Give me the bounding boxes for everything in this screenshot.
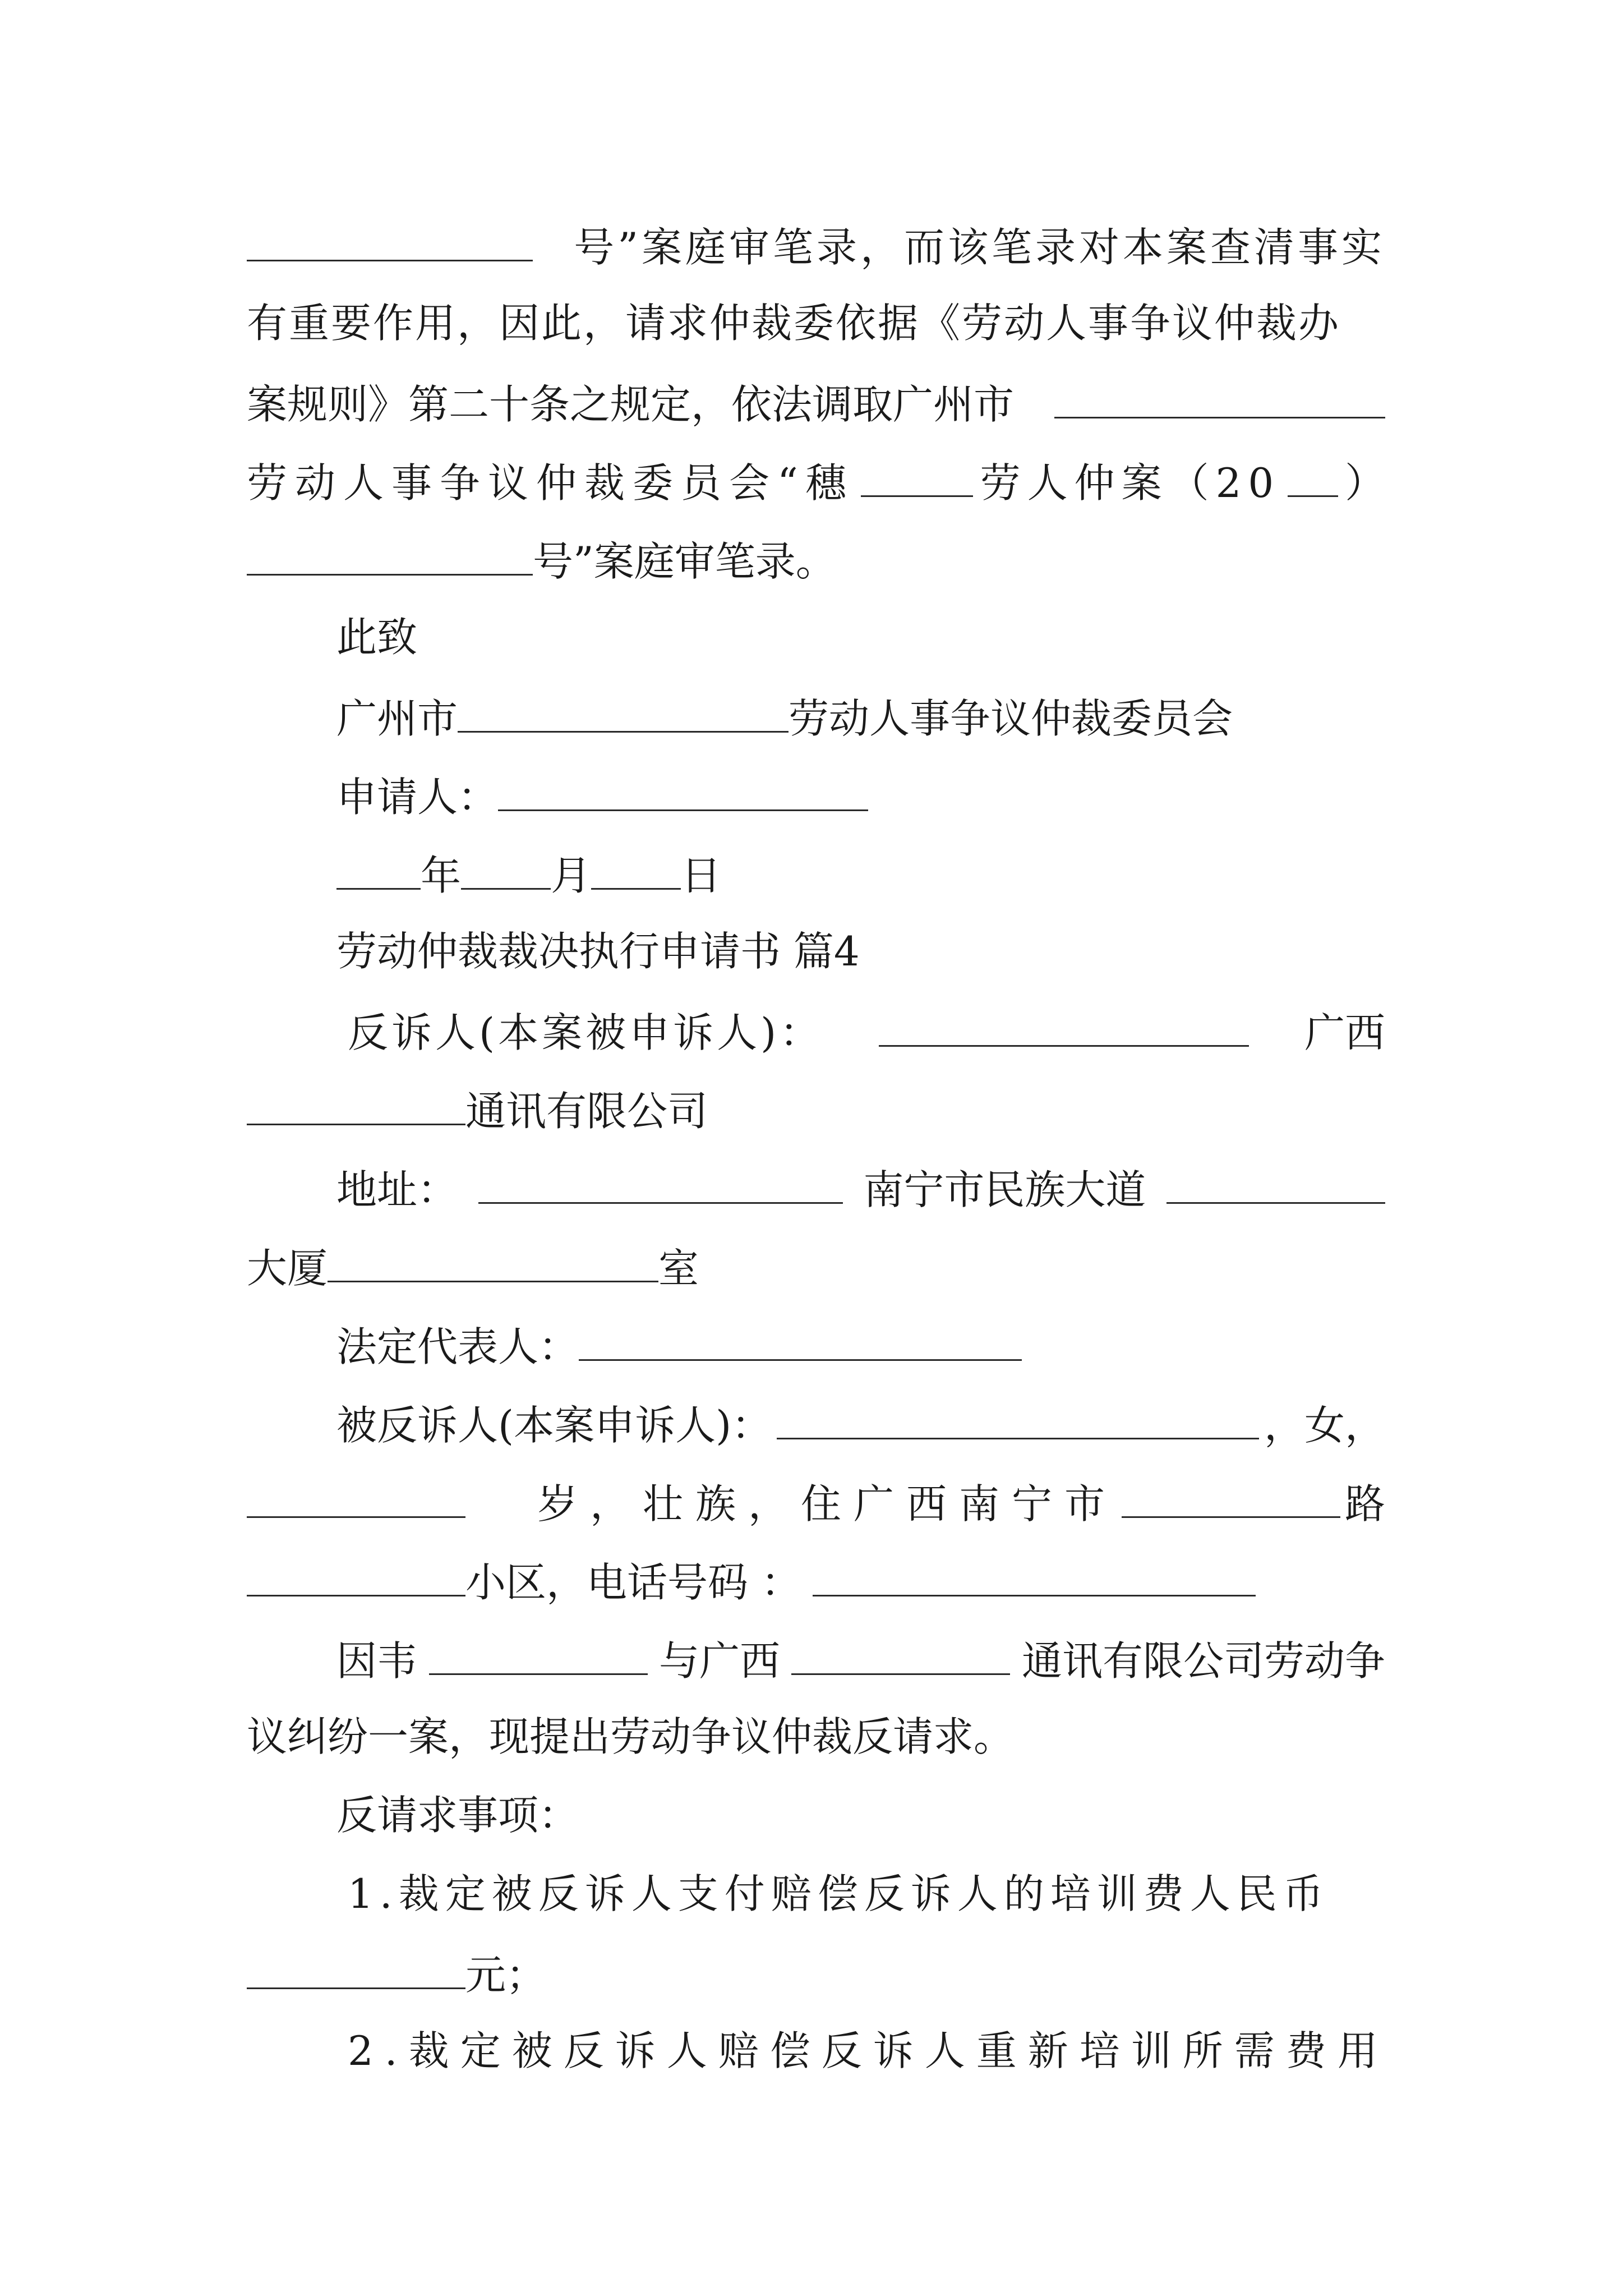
claim-item: 元； (247, 1952, 546, 1995)
claim-item: 1.裁定被反诉人支付赔偿反诉人的培训费人民币 (348, 1870, 1330, 1917)
paragraph-line (247, 538, 836, 585)
address-line: 大厦 室 (247, 1245, 699, 1292)
text: 案规则》第二十条之规定，依法调取广州市 (247, 381, 1015, 428)
blank-field[interactable] (791, 1638, 1010, 1675)
year-field[interactable] (336, 853, 421, 890)
salutation: 此致 (336, 614, 418, 661)
claims-heading: 反请求事项： (336, 1792, 579, 1839)
text: 劳人仲案（20 (980, 459, 1281, 507)
party-line: 岁，壮族，住广西南宁市 路 (247, 1481, 1385, 1524)
blank-field[interactable] (247, 539, 533, 576)
day-field[interactable] (591, 853, 681, 890)
text: ） (1344, 459, 1385, 507)
blank-field[interactable] (458, 696, 789, 733)
blank-field[interactable] (1054, 381, 1385, 418)
paragraph-line (247, 459, 1385, 507)
claim-item: 2.裁定被反诉人赔偿反诉人重新培训所需费用 (348, 2027, 1389, 2074)
applicant-line: 申请人： (336, 774, 868, 817)
blank-field[interactable] (247, 1559, 465, 1596)
party-line: 被反诉人(本案申诉人)： ，女， (336, 1402, 1385, 1449)
blank-field[interactable] (429, 1638, 648, 1675)
blank-field[interactable] (777, 1402, 1259, 1439)
age-field[interactable] (247, 1481, 465, 1518)
month-field[interactable] (461, 853, 551, 890)
address-line: 地址： 南宁市民族大道 (336, 1167, 1385, 1210)
paragraph-line (247, 224, 1385, 271)
paragraph-line (247, 381, 1385, 428)
blank-field[interactable] (861, 460, 973, 497)
applicant-field[interactable] (498, 774, 868, 811)
blank-field[interactable] (328, 1245, 658, 1282)
section-title: 劳动仲裁裁决执行申请书 篇4 (336, 928, 860, 975)
party-line: 通讯有限公司 (247, 1088, 708, 1131)
paragraph-line: 因韦 与广西 通讯有限公司劳动争 (336, 1637, 1385, 1685)
paragraph-line: 有重要作用，因此，请求仲裁委依据《劳动人事争议仲裁办 (247, 300, 1341, 347)
blank-field[interactable] (1122, 1481, 1340, 1518)
text: 号”案庭审笔录，而该笔录对本案查清事实 (574, 224, 1385, 271)
representative-line: 法定代表人： (336, 1324, 1022, 1367)
phone-field[interactable] (813, 1559, 1256, 1596)
party-line: 反诉人(本案被申诉人)： 广西 (348, 1009, 1385, 1056)
paragraph-line: 议纠纷一案，现提出劳动争议仲裁反请求。 (247, 1713, 1015, 1760)
date-line: 年 月 日 (336, 853, 721, 896)
addressee: 广州市 劳动人事争议仲裁委员会 (336, 695, 1233, 742)
blank-field[interactable] (1166, 1167, 1385, 1204)
representative-field[interactable] (579, 1324, 1022, 1361)
text: 号”案庭审笔录。 (533, 538, 836, 585)
party-line: 小区，电话号码 ： (247, 1559, 1256, 1603)
blank-field[interactable] (247, 224, 533, 261)
blank-field[interactable] (247, 1088, 465, 1125)
blank-field[interactable] (478, 1167, 843, 1204)
text: 劳动人事争议仲裁委员会“穗 (247, 459, 854, 507)
blank-field[interactable] (1288, 460, 1338, 497)
amount-field[interactable] (247, 1952, 465, 1989)
blank-field[interactable] (879, 1010, 1249, 1047)
